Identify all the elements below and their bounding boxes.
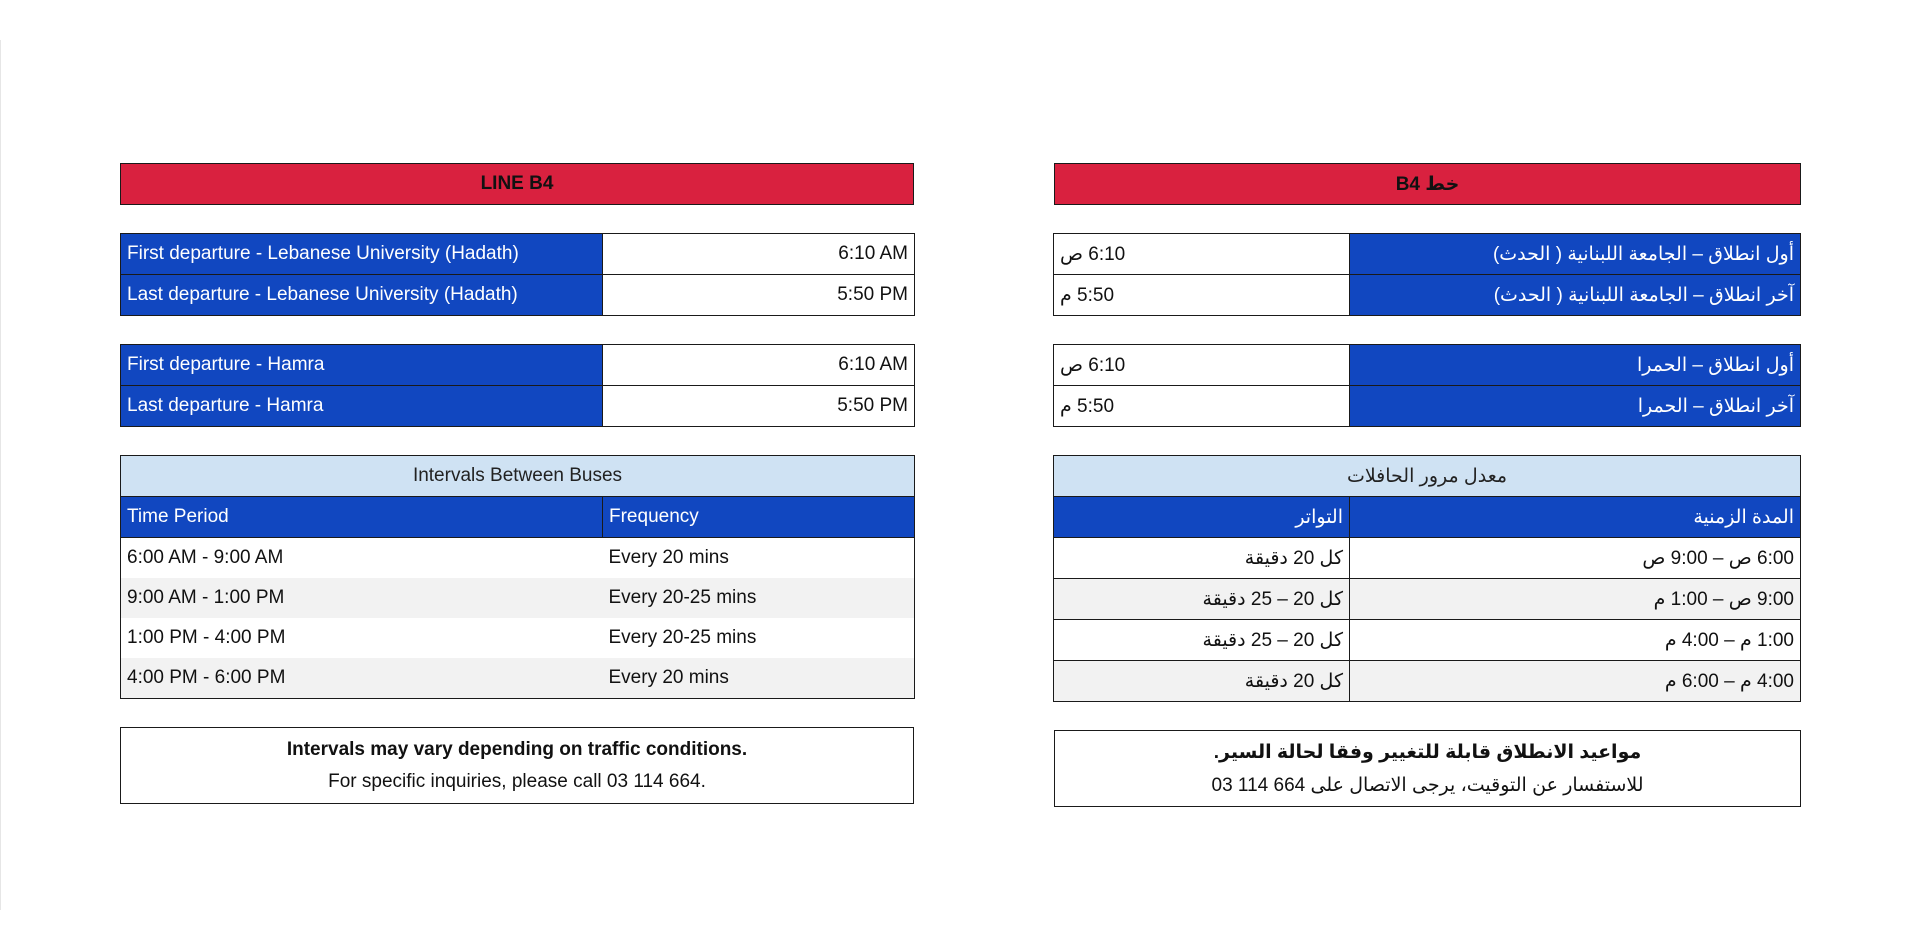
period-cell: 4:00 PM - 6:00 PM <box>121 658 603 699</box>
intervals-table <box>1053 455 1801 702</box>
traffic-note: Intervals may vary depending on traffic conditions. <box>286 738 748 760</box>
traffic-note-box <box>1054 730 1801 807</box>
period-cell: 4:00 م – 6:00 م <box>1350 661 1801 702</box>
frequency-cell: Every 20-25 mins <box>603 578 915 618</box>
line-title: LINE B4 <box>120 163 914 205</box>
departure-label: أول انطلاق – الحمرا <box>1350 345 1801 386</box>
intervals-title-row <box>121 456 915 497</box>
table-row <box>121 538 915 579</box>
intervals-title: معدل مرور الحافلات <box>1054 456 1801 497</box>
departure-time: 6:10 ص <box>1054 345 1350 386</box>
table-row <box>1054 234 1801 275</box>
traffic-note-box <box>120 727 914 804</box>
departure-time: 6:10 AM <box>603 234 915 275</box>
intervals-title-row <box>1054 456 1801 497</box>
traffic-note: مواعيد الانطلاق قابلة للتغيير وفقا لحالة السير. <box>1213 741 1642 763</box>
intervals-header-row <box>121 497 915 538</box>
table-row <box>1054 579 1801 620</box>
table-row <box>1054 661 1801 702</box>
schedule-panel-english <box>120 163 914 804</box>
frequency-cell: كل 20 – 25 دقيقة <box>1054 579 1350 620</box>
column-header-period: المدة الزمنية <box>1350 497 1801 538</box>
departure-time: 5:50 م <box>1054 386 1350 427</box>
table-row <box>121 658 915 699</box>
period-cell: 6:00 ص – 9:00 ص <box>1350 538 1801 579</box>
departure-label: First departure - Hamra <box>121 345 603 386</box>
frequency-cell: كل 20 دقيقة <box>1054 661 1350 702</box>
departure-time: 5:50 م <box>1054 275 1350 316</box>
table-row <box>121 578 915 618</box>
university-departures-table <box>1053 233 1801 316</box>
university-departures-table <box>120 233 915 316</box>
period-cell: 9:00 ص – 1:00 م <box>1350 579 1801 620</box>
departure-label: Last departure - Hamra <box>121 386 603 427</box>
departure-time: 5:50 PM <box>603 275 915 316</box>
departure-label: Last departure - Lebanese University (Hadath) <box>121 275 603 316</box>
schedule-panel-arabic <box>1054 163 1801 807</box>
period-cell: 1:00 م – 4:00 م <box>1350 620 1801 661</box>
table-row <box>1054 620 1801 661</box>
column-header-frequency: Frequency <box>603 497 915 538</box>
frequency-cell: Every 20 mins <box>603 658 915 699</box>
table-row <box>1054 345 1801 386</box>
intervals-title: Intervals Between Buses <box>121 456 915 497</box>
intervals-header-row <box>1054 497 1801 538</box>
departure-time: 6:10 AM <box>603 345 915 386</box>
hamra-departures-table <box>120 344 915 427</box>
page-edge <box>0 40 1 910</box>
departure-label: آخر انطلاق – الجامعة اللبنانية ( الحدث) <box>1350 275 1801 316</box>
frequency-cell: Every 20-25 mins <box>603 618 915 658</box>
column-header-period: Time Period <box>121 497 603 538</box>
period-cell: 1:00 PM - 4:00 PM <box>121 618 603 658</box>
table-row <box>121 386 915 427</box>
departure-label: آخر انطلاق – الحمرا <box>1350 386 1801 427</box>
period-cell: 9:00 AM - 1:00 PM <box>121 578 603 618</box>
table-row <box>1054 386 1801 427</box>
table-row <box>1054 275 1801 316</box>
departure-label: أول انطلاق – الجامعة اللبنانية ( الحدث) <box>1350 234 1801 275</box>
table-row <box>121 275 915 316</box>
table-row <box>121 234 915 275</box>
departure-label: First departure - Lebanese University (Hadath) <box>121 234 603 275</box>
contact-note: للاستفسار عن التوقيت، يرجى الاتصال على 664 114 03 <box>1211 774 1644 796</box>
line-title: خط B4 <box>1054 163 1801 205</box>
column-header-frequency: التواتر <box>1054 497 1350 538</box>
hamra-departures-table <box>1053 344 1801 427</box>
table-row <box>121 618 915 658</box>
frequency-cell: كل 20 – 25 دقيقة <box>1054 620 1350 661</box>
frequency-cell: كل 20 دقيقة <box>1054 538 1350 579</box>
intervals-table <box>120 455 915 699</box>
table-row <box>1054 538 1801 579</box>
frequency-cell: Every 20 mins <box>603 538 915 579</box>
table-row <box>121 345 915 386</box>
period-cell: 6:00 AM - 9:00 AM <box>121 538 603 579</box>
departure-time: 5:50 PM <box>603 386 915 427</box>
contact-note: For specific inquiries, please call 03 114 664. <box>328 770 706 792</box>
departure-time: 6:10 ص <box>1054 234 1350 275</box>
